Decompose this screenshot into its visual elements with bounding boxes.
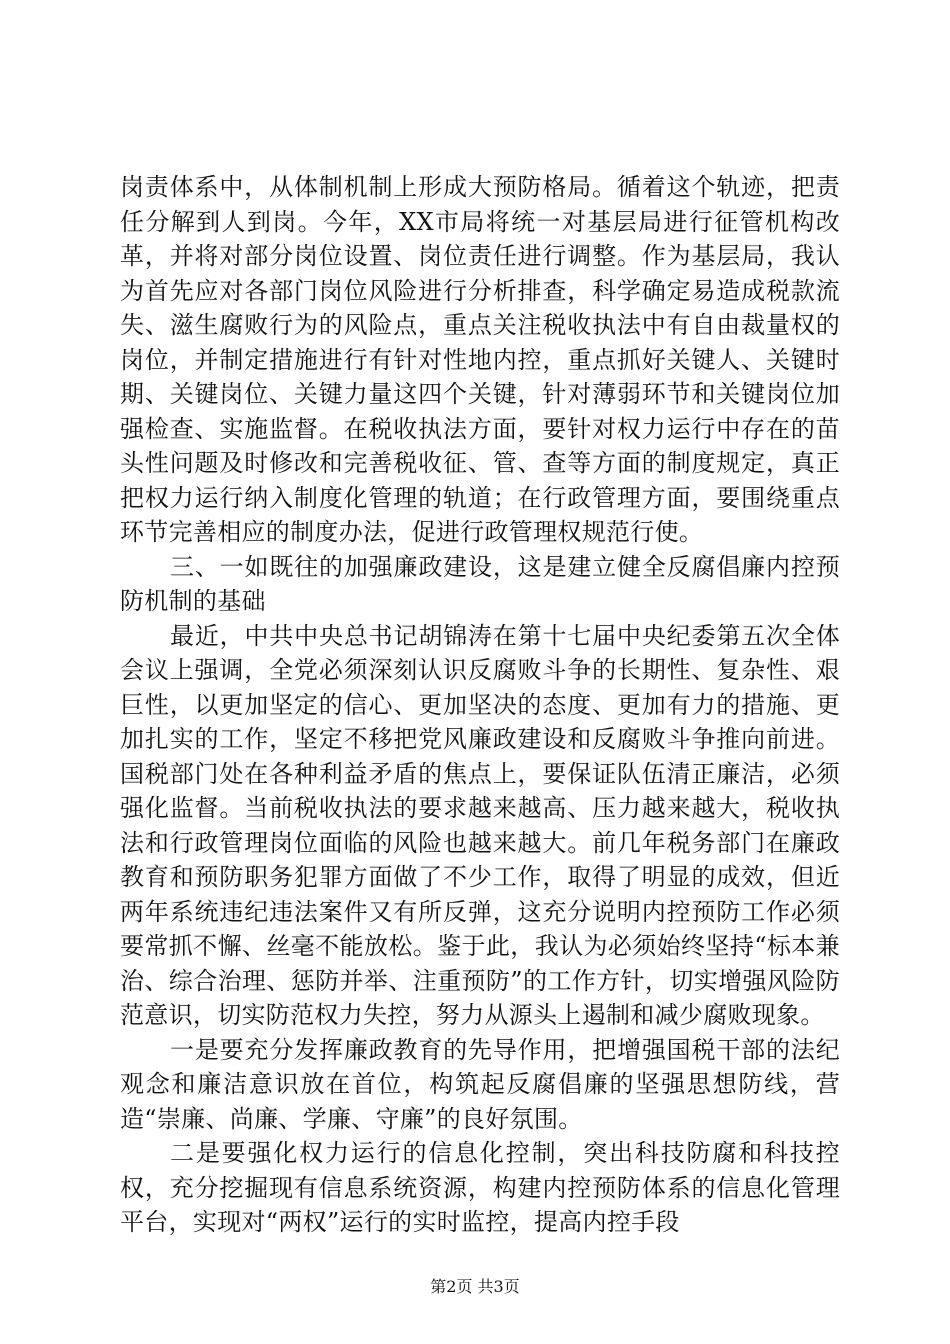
page-footer: 第2页 共3页 <box>430 1277 520 1296</box>
paragraph-point-one: 一是要充分发挥廉政教育的先导作用，把增强国税干部的法纪观念和廉洁意识放在首位，构筑起反腐倡廉的坚强思想防线，营造“崇廉、尚廉、学廉、守廉”的良好氛围。 <box>120 1035 840 1133</box>
paragraph-continuation: 岗责体系中，从体制机制上形成大预防格局。循着这个轨迹，把责任分解到人到岗。今年，XX市局将统一对基层局进行征管机构改革，并将对部分岗位设置、岗位责任进行调整。作为基层局，我认为首先应对各部门岗位风险进行分析排查，科学确定易造成税款流失、滋生腐败行为的风险点，重点关注税收执法中有自由裁量权的岗位，并制定措施进行有针对性地内控，重点抓好关键人、关键时期、关键岗位、关键力量这四个关键，针对薄弱环节和关键岗位加强检查、实施监督。在税收执法方面，要针对权力运行中存在的苗头性问题及时修改和完善税收征、管、查等方面的制度规定，真正把权力运行纳入制度化管理的轨道；在行政管理方面，要围绕重点环节完善相应的制度办法，促进行政管理权规范行使。 <box>120 173 840 546</box>
document-body <box>120 170 840 1240</box>
paragraph-main: 最近，中共中央总书记胡锦涛在第十七届中央纪委第五次全体会议上强调，全党必须深刻认识反腐败斗争的长期性、复杂性、艰巨性，以更加坚定的信心、更加坚决的态度、更加有力的措施、更加扎实的工作，坚定不移把党风廉政建设和反腐败斗争推向前进。国税部门处在各种利益矛盾的焦点上，要保证队伍清正廉洁，必须强化监督。当前税收执法的要求越来越高、压力越来越大，税收执法和行政管理岗位面临的风险也越来越大。前几年税务部门在廉政教育和预防职务犯罪方面做了不少工作，取得了明显的成效，但近两年系统违纪违法案件又有所反弹，这充分说明内控预防工作必须要常抓不懈、丝毫不能放松。鉴于此，我认为必须始终坚持“标本兼治、综合治理、惩防并举、注重预防”的工作方针，切实增强风险防范意识，切实防范权力失控，努力从源头上遏制和减少腐败现象。 <box>120 621 840 1029</box>
paragraph-point-two: 二是要强化权力运行的信息化控制，突出科技防腐和科技控权，充分挖掘现有信息系统资源，构建内控预防体系的信息化管理平台，实现对“两权”运行的实时监控，提高内控手段 <box>120 1139 840 1236</box>
section-heading-three: 三、一如既往的加强廉政建设，这是建立健全反腐倡廉内控预防机制的基础 <box>120 552 840 615</box>
